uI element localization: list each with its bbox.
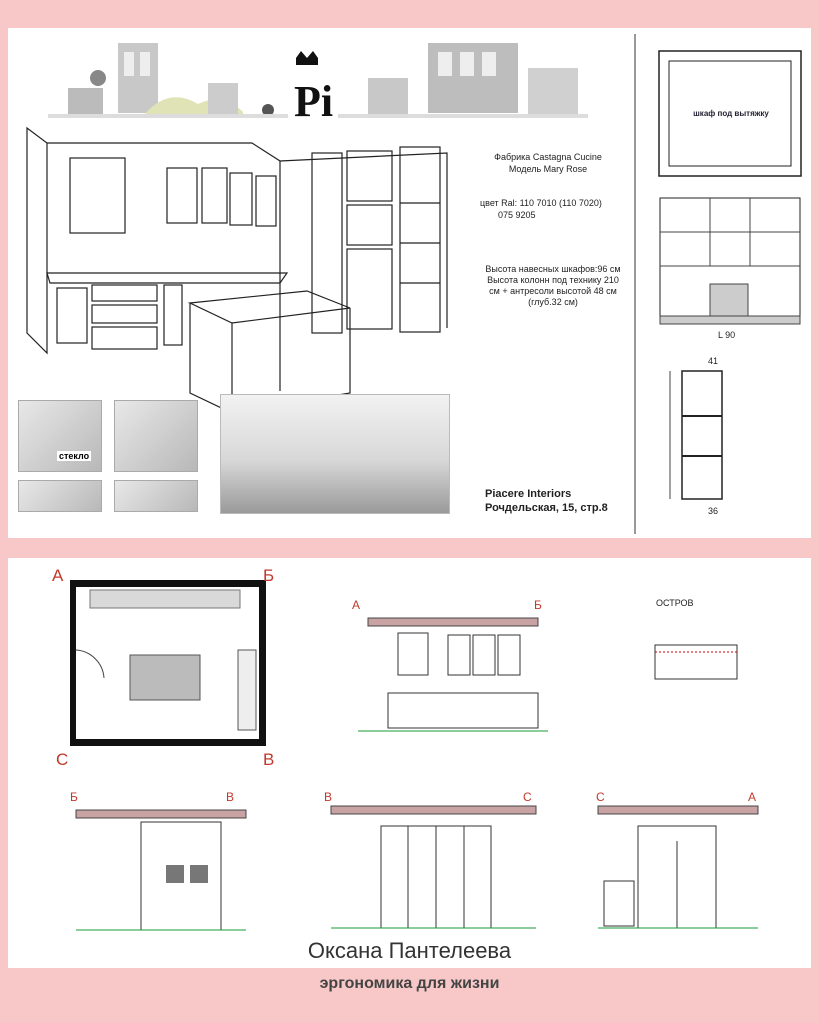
bottom-panel [8,558,811,968]
label-b-elev: Б [70,790,78,804]
kitchen-perspective [22,123,462,385]
company-address: Рочдельская, 15, стр.8 [485,502,608,514]
furniture-banner-left [48,38,288,120]
handle-thumb [114,480,198,512]
profile-glass-thumb [18,400,102,472]
slogan: эргономика для жизни [319,975,500,992]
kitchen-photo [220,394,450,514]
column-section [680,366,740,506]
model-text: Модель Mary Rose [508,164,588,174]
label-a-elev: А [748,790,757,804]
profile-panel-thumb [114,400,198,472]
dim-36: 36 [708,506,719,516]
elevation-b-v [76,810,266,935]
label-b-plan: Б [263,566,275,585]
elevation-c-a [598,806,763,934]
hood-label: шкаф под вытяжку [693,109,769,118]
label-a-plan: А [52,566,64,585]
logo-mark [288,50,334,126]
label-v-plan: В [263,750,275,769]
elevation-v-c [326,806,541,934]
author-name: Оксана Пантелеева [307,938,512,963]
label-v-elev: В [226,790,235,804]
label-v-elev2: В [324,790,333,804]
hood-front-elevation [658,196,803,328]
label-c-elev2: С [596,790,605,804]
svg-text:Pi: Pi [294,77,334,126]
color-line-2: 075 9205 [498,210,536,220]
width-label: L 90 [718,330,736,340]
company-name: Piacere Interiors [485,488,572,500]
furniture-banner-right [338,38,588,120]
label-c-elev: С [523,790,532,804]
top-panel [8,28,811,538]
panel-divider [634,34,636,534]
heights-text: Высота навесных шкафов:96 см Высота колонн под технику 210 см + антресоли высотой 48 см (глуб.32 см) [485,264,621,307]
knob-thumb [18,480,102,512]
label-a-front: А [352,598,361,612]
glass-label: стекло [59,451,90,461]
label-c-plan: С [56,750,69,769]
floor-plan [70,580,270,746]
elevation-a-b [358,613,548,733]
label-b-front: Б [534,598,542,612]
dim-41: 41 [708,356,719,366]
island-elevation [653,640,743,685]
island-label: ОСТРОВ [656,598,694,608]
factory-text: Фабрика Castagna Cucine [494,152,602,162]
color-line-1: цвет Ral: 110 7010 (110 7020) [480,198,602,208]
